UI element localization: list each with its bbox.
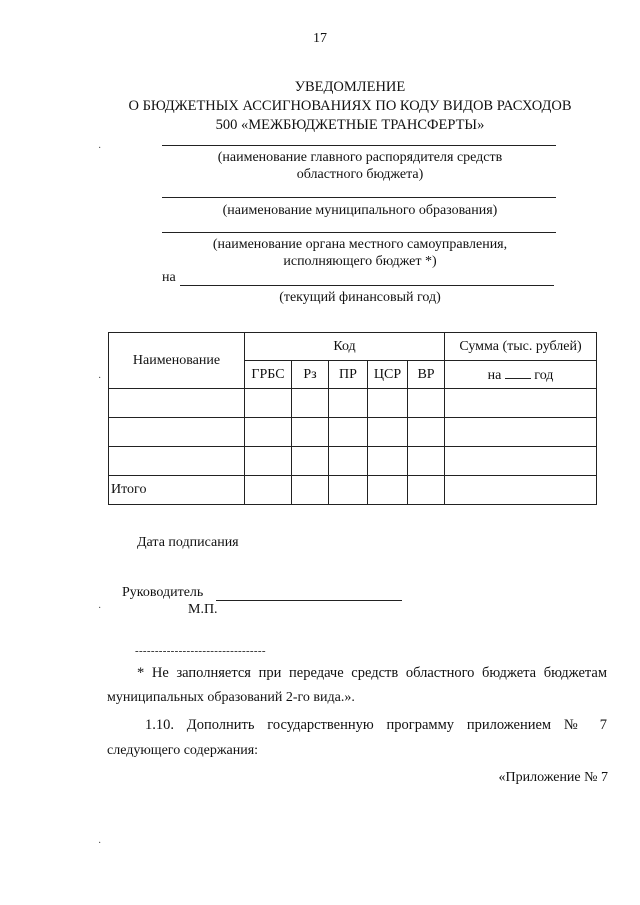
table-cell <box>408 447 445 476</box>
total-label: Итого <box>109 476 245 505</box>
authority-caption <box>150 236 570 270</box>
heading-line-2: О БЮДЖЕТНЫХ АССИГНОВАНИЯХ ПО КОДУ ВИДОВ РАСХОДОВ <box>128 98 572 114</box>
sum-year-blank <box>505 366 531 379</box>
table-cell <box>292 418 329 447</box>
authority-caption-line-2: исполняющего бюджет *) <box>283 254 437 269</box>
table-row <box>109 418 597 447</box>
table-cell <box>292 447 329 476</box>
margin-dot: · <box>98 603 102 614</box>
sum-year-header <box>445 361 597 389</box>
amendment-line-2: следующего содержания: <box>107 743 259 758</box>
code-column-grbs: ГРБС <box>245 361 292 389</box>
year-caption: (текущий финансовый год) <box>279 290 441 305</box>
code-column-pr: ПР <box>329 361 368 389</box>
code-column-rz: Рз <box>292 361 329 389</box>
column-header-name: Наименование <box>109 333 245 389</box>
table-cell <box>368 418 408 447</box>
table-cell <box>368 389 408 418</box>
column-header-sum: Сумма (тыс. рублей) <box>445 333 597 361</box>
authority-fill-line <box>162 232 556 233</box>
amendment-line-1: 1.10. Дополнить государственную программу приложением № 7 <box>145 717 607 733</box>
head-signature-line <box>216 600 402 601</box>
signing-date-label: Дата подписания <box>137 535 239 550</box>
margin-dot: · <box>98 143 102 154</box>
sum-year-prefix: на <box>487 367 502 383</box>
document-heading <box>60 78 640 135</box>
distributor-caption-line-2: областного бюджета) <box>296 167 424 182</box>
table-cell <box>445 389 597 418</box>
table-cell <box>445 447 597 476</box>
heading-line-3: 500 «МЕЖБЮДЖЕТНЫЕ ТРАНСФЕРТЫ» <box>215 117 485 133</box>
table-cell <box>329 418 368 447</box>
table-cell <box>245 476 292 505</box>
code-column-csr: ЦСР <box>368 361 408 389</box>
table-cell <box>292 476 329 505</box>
margin-dot: · <box>98 838 102 849</box>
footnote-line-2: муниципальных образований 2-го вида.». <box>107 690 355 705</box>
table-cell <box>292 389 329 418</box>
table-cell <box>329 389 368 418</box>
year-prefix: на <box>162 270 176 285</box>
page-number: 17 <box>313 31 327 46</box>
authority-caption-line-1: (наименование органа местного самоуправления, <box>212 237 508 252</box>
appendix-heading: «Приложение № 7 <box>498 770 608 785</box>
allocation-table <box>108 332 597 505</box>
table-cell <box>109 389 245 418</box>
distributor-fill-line <box>162 145 556 146</box>
seal-label: М.П. <box>188 602 218 617</box>
table-cell <box>368 447 408 476</box>
column-header-code: Код <box>245 333 445 361</box>
table-cell <box>368 476 408 505</box>
footnote-separator: --------------------------------- <box>135 645 266 657</box>
municipality-fill-line <box>162 197 556 198</box>
distributor-caption <box>150 149 570 183</box>
distributor-caption-line-1: (наименование главного распорядителя средств <box>217 150 503 165</box>
table-cell <box>109 447 245 476</box>
margin-dot: · <box>98 373 102 384</box>
table-row-total <box>109 476 597 505</box>
table-cell <box>245 418 292 447</box>
heading-line-1: УВЕДОМЛЕНИЕ <box>294 79 406 95</box>
table-row <box>109 389 597 418</box>
table-row <box>109 447 597 476</box>
footnote-line-1: * Не заполняется при передаче средств областного бюджета бюджетам <box>137 665 607 681</box>
sum-year-suffix: год <box>534 367 554 383</box>
year-fill-line <box>180 285 554 286</box>
table-cell <box>329 476 368 505</box>
head-label: Руководитель <box>122 585 204 600</box>
table-cell <box>408 389 445 418</box>
table-cell <box>408 476 445 505</box>
code-column-vr: ВР <box>408 361 445 389</box>
table-cell <box>445 476 597 505</box>
table-cell <box>109 418 245 447</box>
table-cell <box>445 418 597 447</box>
municipality-caption: (наименование муниципального образования) <box>222 203 498 218</box>
table-cell <box>329 447 368 476</box>
table-cell <box>408 418 445 447</box>
table-cell <box>245 447 292 476</box>
table-cell <box>245 389 292 418</box>
